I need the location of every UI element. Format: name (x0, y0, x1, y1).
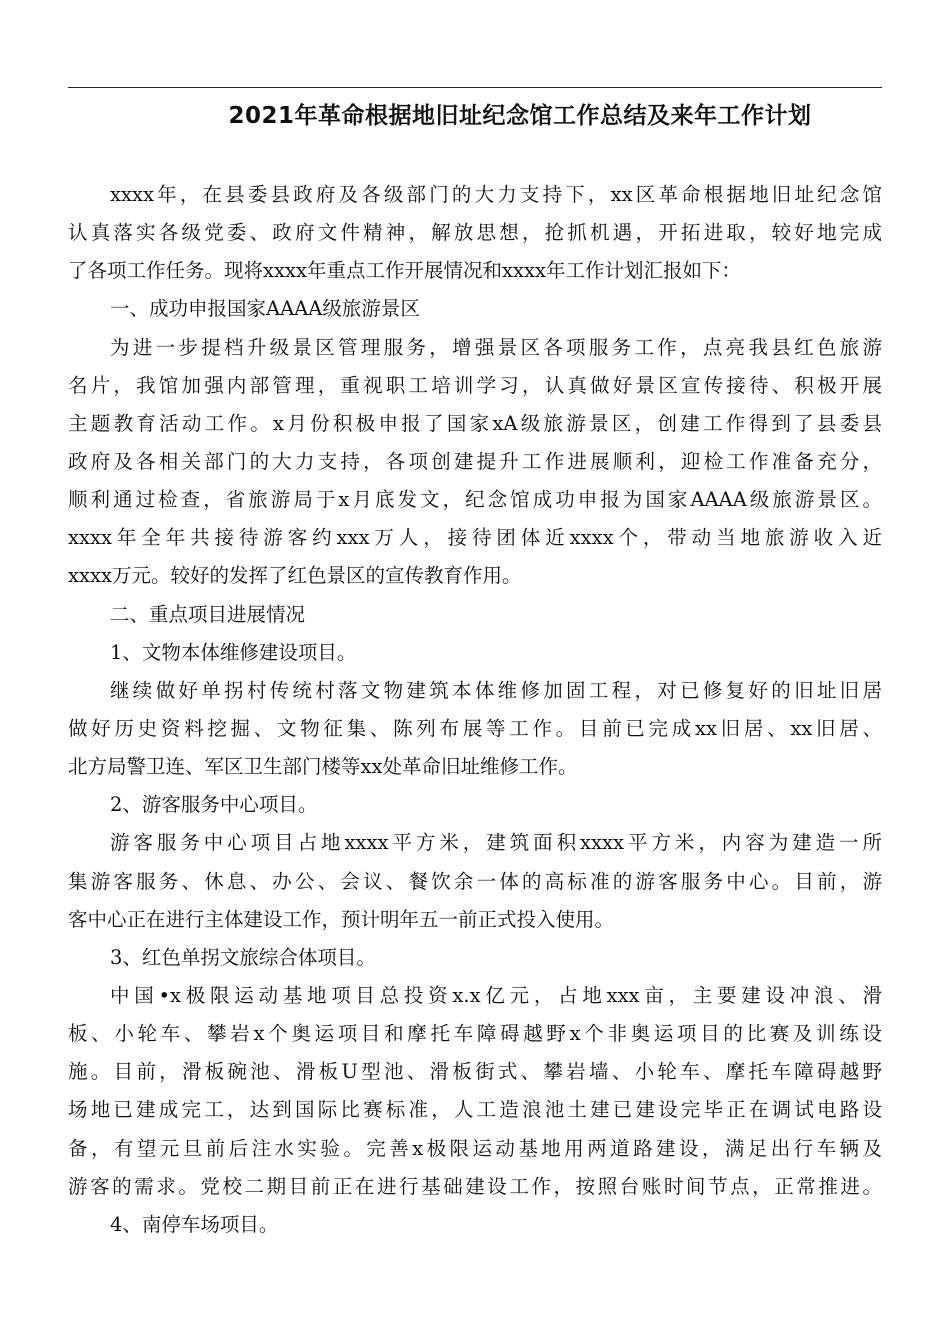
text-line: 中国•x极限运动基地项目总投资x.x亿元，占地xxx亩，主要建设冲浪、滑 (110, 983, 882, 1007)
text-line: 集游客服务、休息、办公、会议、餐饮余一体的高标准的游客服务中心。目前，游 (68, 869, 882, 893)
text-line: xxxx万元。较好的发挥了红色景区的宣传教育作用。 (68, 564, 522, 588)
text-line: 备，有望元旦前后注水实验。完善x极限运动基地用两道路建设，满足出行车辆及 (68, 1136, 882, 1160)
text-line: 4、南停车场项目。 (110, 1212, 279, 1236)
text-line: 场地已建成完工，达到国际比赛标准，人工造浪池土建已建设完毕正在调试电路设 (68, 1098, 882, 1122)
text-line: 政府及各相关部门的大力支持，各项创建提升工作进展顺利，迎检工作准备充分， (68, 449, 882, 473)
text-line: 游客服务中心项目占地xxxx平方米，建筑面积xxxx平方米，内容为建造一所 (110, 831, 882, 855)
text-line: 了各项工作任务。现将xxxx年重点工作开展情况和xxxx年工作计划汇报如下： (68, 259, 741, 283)
text-line: 继续做好单拐村传统村落文物建筑本体维修加固工程，对已修复好的旧址旧居 (110, 678, 882, 702)
text-line: 3、红色单拐文旅综合体项目。 (110, 945, 376, 969)
text-line: 为进一步提档升级景区管理服务，增强景区各项服务工作，点亮我县红色旅游 (110, 335, 882, 359)
text-line: 游客的需求。党校二期目前正在进行基础建设工作，按照台账时间节点，正常推进。 (68, 1174, 882, 1198)
text-line: 做好历史资料挖掘、文物征集、陈列布展等工作。目前已完成xx旧居、xx旧居、 (68, 716, 882, 740)
text-line: 施。目前，滑板碗池、滑板U型池、滑板街式、攀岩墙、小轮车、摩托车障碍越野 (68, 1060, 882, 1084)
text-line: 1、文物本体维修建设项目。 (110, 640, 357, 664)
text-line: 顺利通过检查，省旅游局于x月底发文，纪念馆成功申报为国家AAAA级旅游景区。 (68, 488, 882, 512)
document-title: 2021年革命根据地旧址纪念馆工作总结及来年工作计划 (228, 103, 812, 129)
text-line: 板、小轮车、攀岩x个奥运项目和摩托车障碍越野x个非奥运项目的比赛及训练设 (68, 1022, 882, 1046)
document-body (68, 176, 882, 1244)
text-line: 认真落实各级党委、政府文件精神，解放思想，抢抓机遇，开拓进取，较好地完成 (68, 221, 882, 245)
text-line: 主题教育活动工作。x月份积极申报了国家xA级旅游景区，创建工作得到了县委县 (68, 411, 882, 435)
text-line: xxxx年全年共接待游客约xxx万人，接待团体近xxxx个，带动当地旅游收入近 (68, 526, 882, 550)
text-line: xxxx年，在县委县政府及各级部门的大力支持下，xx区革命根据地旧址纪念馆 (110, 183, 882, 206)
text-line: 2、游客服务中心项目。 (110, 793, 318, 817)
text-line: 名片，我馆加强内部管理，重视职工培训学习，认真做好景区宣传接待、积极开展 (68, 373, 882, 397)
text-line: 北方局警卫连、军区卫生部门楼等xx处革命旧址维修工作。 (68, 755, 578, 779)
text-line: 客中心正在进行主体建设工作，预计明年五一前正式投入使用。 (68, 907, 615, 931)
text-line: 二、重点项目进展情况 (110, 602, 306, 626)
text-line: 一、成功申报国家AAAA级旅游景区 (110, 297, 420, 321)
header-rule (68, 87, 882, 88)
